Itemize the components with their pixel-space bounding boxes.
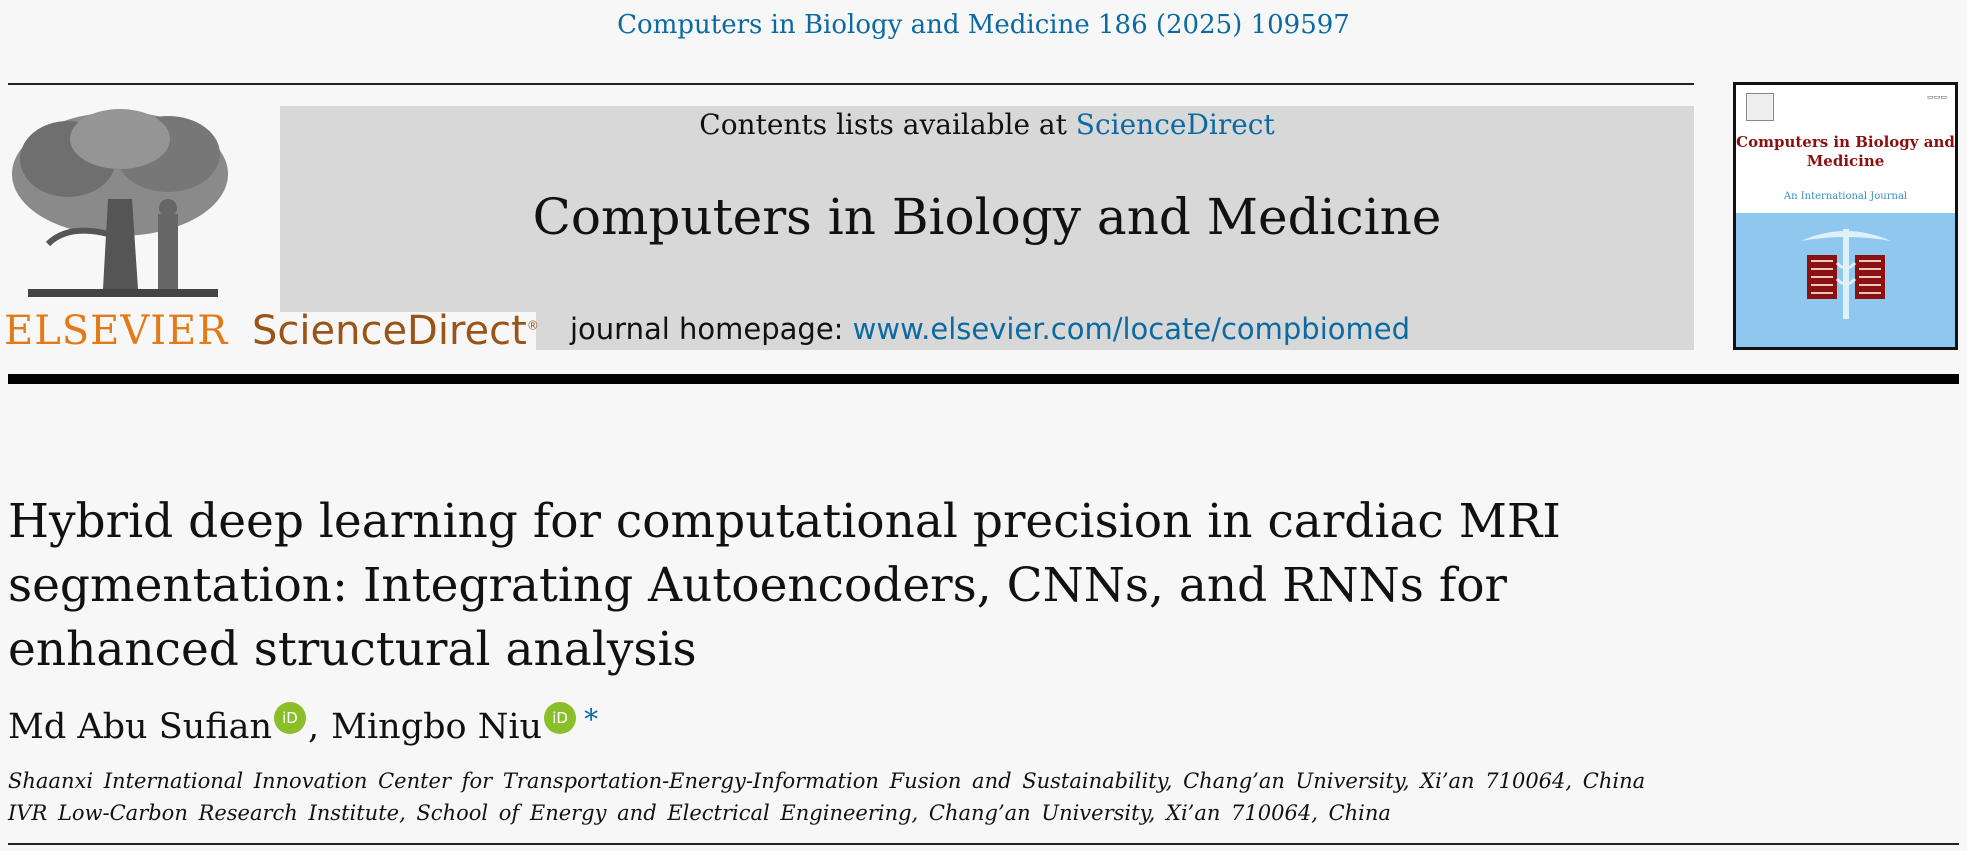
affiliation-line: IVR Low-Carbon Research Institute, School of Energy and Electrical Engineering, Chang’an University, Xi’an 710064, China — [8, 801, 1391, 825]
author-list — [8, 702, 598, 752]
top-divider — [8, 83, 1694, 85]
affiliation-line: Shaanxi International Innovation Center for Transportation-Energy-Information Fusion and Sustainability, Chang’an University, Xi’an 710064, China — [8, 769, 1646, 793]
cover-elsevier-logo-icon — [1746, 93, 1774, 121]
orcid-icon[interactable]: iD — [544, 702, 576, 734]
journal-citation[interactable]: Computers in Biology and Medicine 186 (2025) 109597 — [617, 10, 1350, 40]
bottom-divider — [8, 843, 1959, 845]
caduceus-icon — [1791, 223, 1901, 323]
sciencedirect-logo[interactable] — [252, 308, 539, 354]
cover-issn-mark-icon: ▭▭▭ — [1927, 93, 1947, 101]
cover-title: Computers in Biology and Medicine — [1736, 133, 1955, 170]
author-separator: , — [308, 707, 320, 747]
elsevier-wordmark[interactable]: ELSEVIER — [4, 308, 229, 354]
author-name[interactable]: Mingbo Niu — [331, 707, 543, 747]
journal-title: Computers in Biology and Medicine — [532, 188, 1442, 246]
elsevier-tree-icon — [8, 104, 233, 304]
article-title: Hybrid deep learning for computational precision in cardiac MRI segmentation: Integrating Autoencoders, CNNs, and RNNs for enhanced structural analysis — [8, 494, 1561, 677]
registered-mark-icon: ® — [526, 318, 539, 333]
author-name[interactable]: Md Abu Sufian — [8, 707, 272, 747]
corresponding-author-mark[interactable]: * — [584, 702, 599, 736]
contents-prefix: Contents lists available at — [699, 108, 1076, 141]
orcid-icon[interactable]: iD — [274, 702, 306, 734]
header-thick-divider — [8, 374, 1959, 384]
cover-subtitle: An International Journal — [1783, 191, 1908, 202]
journal-homepage-line — [570, 312, 1410, 346]
sciencedirect-logo-text: ScienceDirect — [252, 308, 527, 354]
contents-available-line — [280, 108, 1694, 141]
homepage-prefix: journal homepage: — [570, 312, 853, 346]
sciencedirect-link[interactable]: ScienceDirect — [1075, 108, 1275, 141]
journal-cover-thumbnail[interactable] — [1733, 82, 1958, 350]
homepage-link[interactable]: www.elsevier.com/locate/compbiomed — [852, 312, 1411, 346]
